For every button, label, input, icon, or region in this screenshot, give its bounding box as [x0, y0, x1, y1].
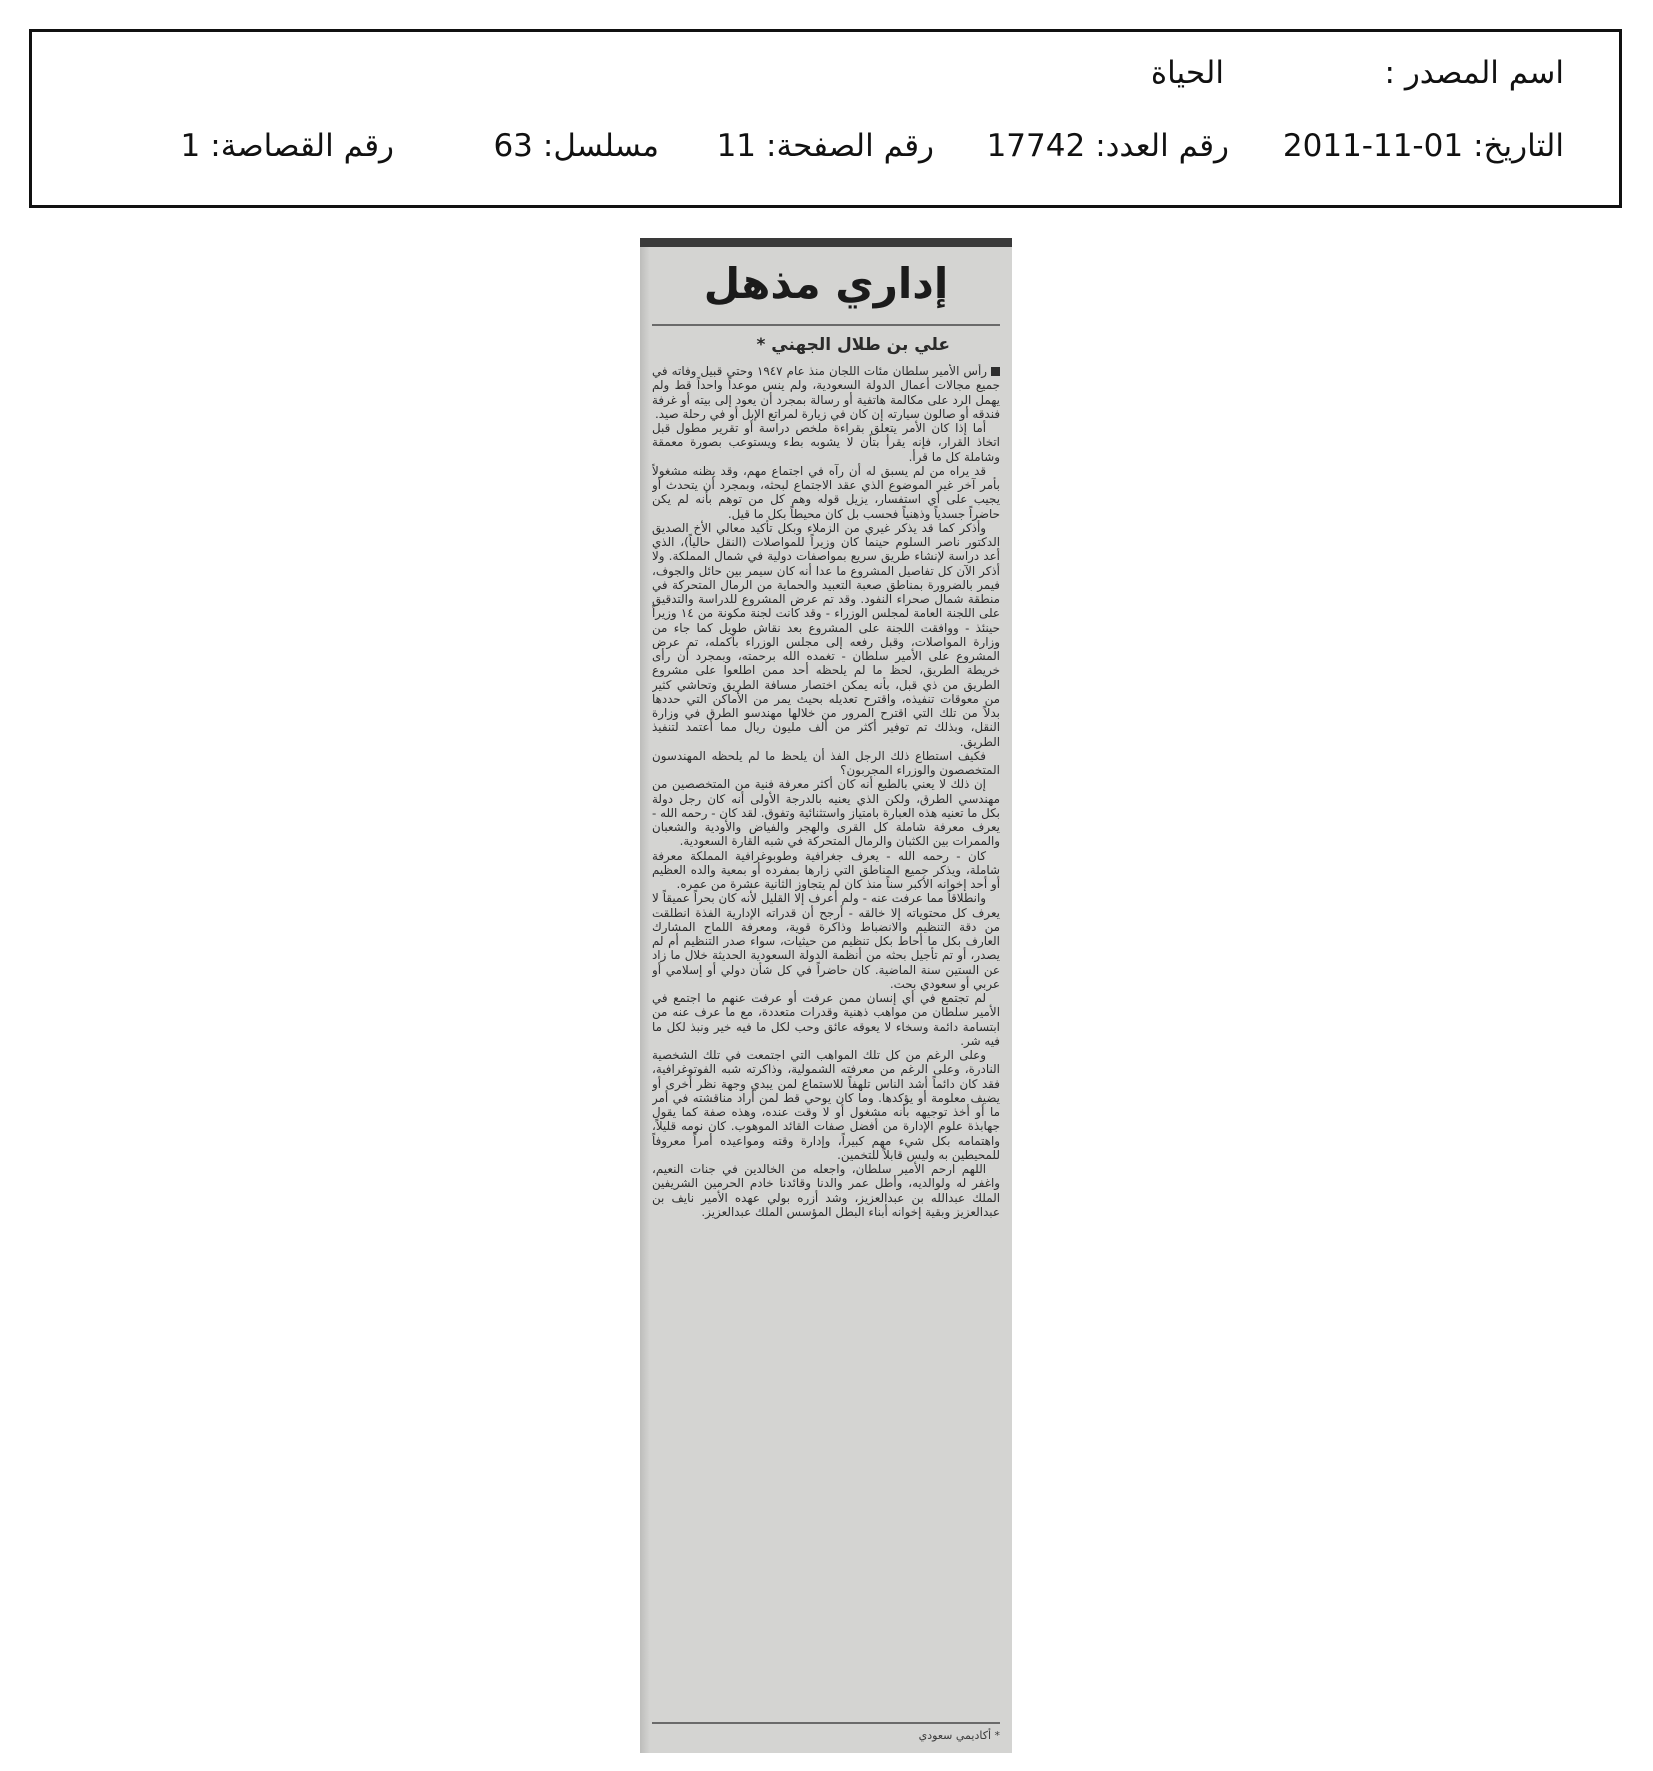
scan-shadow [640, 238, 650, 1753]
details-row [32, 127, 1619, 167]
date-field [1283, 127, 1564, 165]
source-value: الحياة [1150, 55, 1224, 91]
serial-label: مسلسل: [542, 128, 659, 164]
page-value: 11 [716, 128, 757, 164]
clip-number-field [181, 127, 394, 165]
article-body [652, 364, 1000, 1716]
page-label: رقم الصفحة: [766, 128, 934, 164]
date-value: 2011-11-01 [1282, 128, 1464, 164]
clip-number-value: 1 [180, 128, 201, 164]
article-paragraph: إن ذلك لا يعني بالطبع أنه كان أكثر معرفة فنية من المتخصصين من مهندسي الطرق، ولكن الذي يعنيه بالدرجة الأولى أنه كان رجل دولة بكل ما تعنيه هذه العبارة بامتياز واستثنائية وتفوق. لقد كان - رحمه الله - يعرف معرفة شاملة كل القرى والهجر والفياض والأودية والشعبان والممرات بين الكثبان والرمال المتحركة في شبه القارة السعودية. [652, 777, 1000, 849]
serial-field [493, 127, 659, 165]
article-paragraph-text: رأس الأمير سلطان مئات اللجان منذ عام ١٩٤٧ وحتى قبيل وفاته في جميع مجالات أعمال الدولة السعودية، ولم ينس موعداً واحداً قط ولم يهمل الرد على مكالمة هاتفية أو رسالة بمجرد أن يعود إلى بيته أو غرفة فندقه أو صالون سيارته إن كان في زيارة لمراتع الإبل أو في رحلة صيد. [652, 364, 1000, 421]
title-divider [652, 324, 1000, 326]
newspaper-clipping [640, 238, 1012, 1753]
article-paragraph [652, 364, 1000, 421]
article-paragraph: كان - رحمه الله - يعرف جغرافية وطوبوغرافية المملكة معرفة شاملة، ويذكر جميع المناطق التي زارها بمفرده أو بمعية والده العظيم أو أحد إخوانه الأكبر سناً منذ كان لم يتجاوز الثانية عشرة من عمره. [652, 848, 1000, 891]
article-paragraph: فكيف استطاع ذلك الرجل الفذ أن يلحظ ما لم يلحظه المهندسون المتخصصون والوزراء المجربون؟ [652, 748, 1000, 777]
article-author: علي بن طلال الجهني * [756, 335, 950, 355]
square-bullet-icon [991, 367, 1000, 376]
clipping-metadata-box [29, 29, 1622, 208]
article-paragraph: أما إذا كان الأمر يتعلق بقراءة ملخص دراسة أو تقرير مطول قبل اتخاذ القرار، فإنه يقرأ بتأن لا يشوبه بطء ويستوعب بصورة معمقة وشاملة كل ما قرأ. [652, 421, 1000, 464]
source-label: اسم المصدر : [1384, 55, 1564, 91]
date-label: التاريخ: [1473, 128, 1564, 164]
footnote-divider [652, 1722, 1000, 1724]
article-paragraph: لم تجتمع في أي إنسان ممن عرفت أو عرفت عنهم ما اجتمع في الأمير سلطان من مواهب ذهنية وقدرات متعددة، مع ما عرف عنه من ابتسامة دائمة وسخاء لا يعوقه عائق وحب لكل ما فيه خير ونبذ لكل ما فيه شر. [652, 991, 1000, 1048]
article-paragraph: وأذكر كما قد يذكر غيري من الزملاء وبكل تأكيد معالي الأخ الصديق الدكتور ناصر السلوم حينما كان وزيراً للمواصلات (النقل حالياً)، الذي أعد دراسة لإنشاء طريق سريع بمواصفات دولية في شمال المملكة. ولا أذكر الآن كل تفاصيل المشروع ما عدا أنه كان سيمر بين حائل والجوف، فيمر بالضرورة بمناطق صعبة التعبيد والحماية من الرمال المتحركة في منطقة شمال صحراء النفود. وقد تم عرض المشروع للدراسة والتدقيق على اللجنة العامة لمجلس الوزراء - وقد كانت لجنة مكونة من ١٤ وزيراً حينئذ - ووافقت اللجنة على المشروع بعد نقاش طويل كما جاء من وزارة المواصلات، وقبل رفعه إلى مجلس الوزراء بأكمله، تم عرض المشروع على الأمير سلطان - تغمده الله برحمته، وبمجرد أن رأى خريطة الطريق، لحظ ما لم يلحظه أحد ممن اطلعوا على مشروع الطريق من ذي قبل، بأنه يمكن اختصار مسافة الطريق وتحاشي كثير من معوقات تنفيذه، واقترح تعديله بحيث يمر من الأماكن التي حددها بدلاً من تلك التي اقترح المرور من خلالها مهندسو الطرق في وزارة النقل، وبذلك تم توفير أكثر من ألف مليون ريال مما أعتمد لتنفيذ الطريق. [652, 520, 1000, 749]
issue-field [987, 127, 1229, 165]
clip-number-label: رقم القصاصة: [210, 128, 394, 164]
author-footnote: * أكاديمي سعودي [918, 1729, 1000, 1742]
article-title: إداري مذهل [703, 259, 949, 308]
article-paragraph: وانطلاقاً مما عرفت عنه - ولم أعرف إلا القليل لأنه كان بحراً عميقاً لا يعرف كل محتوياته إلا خالقه - أرجح أن قدراته الإدارية الفذة انطلقت من دقة التنظيم والانضباط وذاكرة قوية، ومعرفة اللماح المشارك العارف بكل ما أحاط بكل تنظيم من حيثيات، سواء صدر التنظيم أم لم يصدر، أو تم تأجيل بحثه من أنظمة الدولة السعودية الحديثة خلال ما زاد عن الستين سنة الماضية. كان حاضراً في كل شأن دولي أو إسلامي أو عربي أو سعودي بحت. [652, 891, 1000, 991]
page-field [717, 127, 934, 165]
article-paragraph: وعلى الرغم من كل تلك المواهب التي اجتمعت في تلك الشخصية النادرة، وعلى الرغم من معرفته الشمولية، وذاكرته شبه الفوتوغرافية، فقد كان دائماً أشد الناس تلهفاً للاستماع لمن يبدي وجهة نظر أخرى أو يضيف معلومة أو يؤكدها. وما كان يوحي قط لمن أراد مناقشته في أمر ما أو أخذ توجيهه بأنه مشغول أو لا وقت عنده، وهذه صفة كما يقول جهابذة علوم الإدارة من أفضل صفات القائد الموهوب. كان نومه قليلاً، واهتمامه بكل شيء مهم كبيراً، وإدارة وقته ومواعيده أمراً معروفاً للمحيطين به وليس قابلاً للتخمين. [652, 1048, 1000, 1162]
issue-label: رقم العدد: [1095, 128, 1229, 164]
article-paragraph: قد يراه من لم يسبق له أن رآه في اجتماع مهم، وقد يظنه مشغولاً بأمر آخر غير الموضوع الذي عقد الاجتماع لبحثه، وبمجرد أن يتحدث أو يجيب على أي استفسار، يزيل قوله وهم كل من توهم بأنه لم يكن حاضراً جسدياً وذهنياً فحسب بل كان محيطاً بكل ما قيل. [652, 463, 1000, 521]
issue-value: 17742 [986, 128, 1086, 164]
article-paragraph: اللهم ارحم الأمير سلطان، واجعله من الخالدين في جنات النعيم، واغفر له ولوالديه، وأطل عمر والدنا وقائدنا خادم الحرمين الشريفين الملك عبدالله بن عبدالعزيز، وشد أزره بولي عهده الأمير نايف بن عبدالعزيز وبقية إخوانه أبناء البطل المؤسس الملك عبدالعزيز. [652, 1162, 1000, 1219]
source-row [32, 54, 1619, 94]
clipping-top-bar [640, 238, 1012, 247]
serial-value: 63 [493, 128, 533, 164]
